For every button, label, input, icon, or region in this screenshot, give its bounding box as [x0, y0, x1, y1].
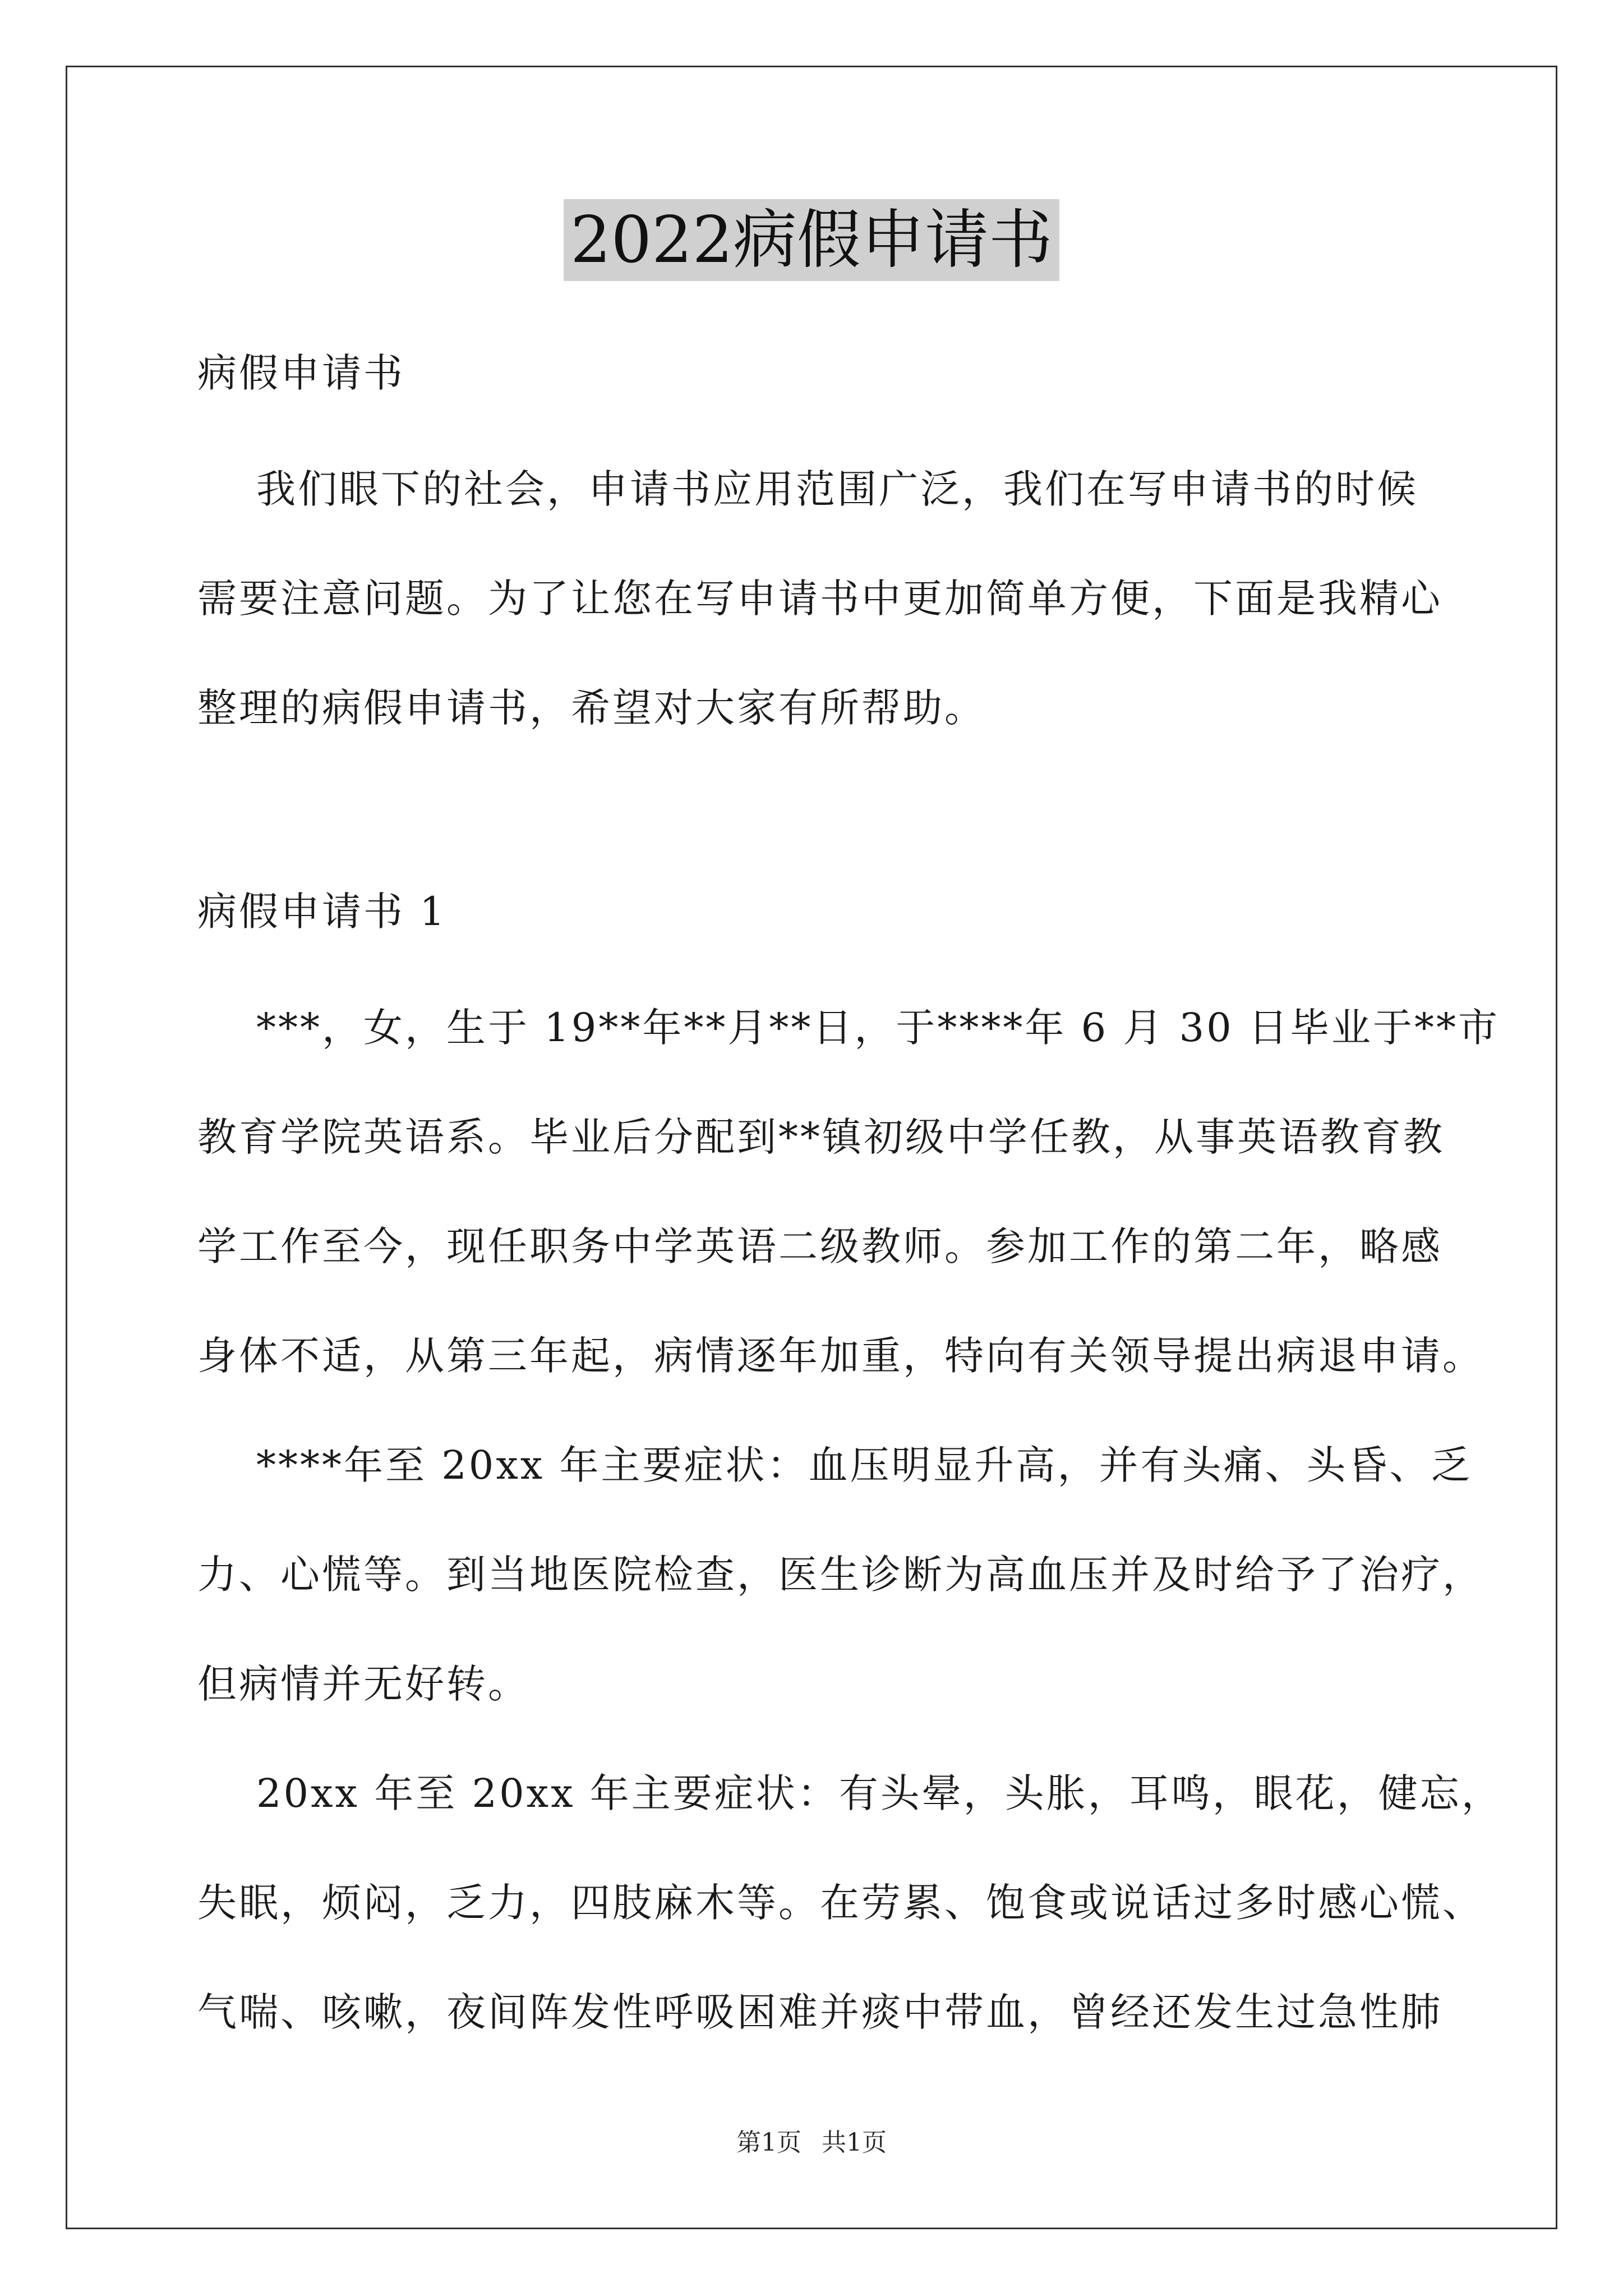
intro-line: 整理的病假申请书，希望对大家有所帮助。 [197, 685, 986, 731]
body-line: 但病情并无好转。 [197, 1661, 529, 1707]
intro-paragraph [197, 435, 1442, 763]
body-line: 身体不适，从第三年起，病情逐年加重，特向有关领导提出病退申请。 [197, 1333, 1484, 1379]
intro-line: 需要注意问题。为了让您在写申请书中更加简单方便，下面是我精心 [197, 576, 1442, 622]
intro-line: 我们眼下的社会，申请书应用范围广泛，我们在写申请书的时候 [197, 466, 1419, 512]
body-line: 气喘、咳嗽，夜间阵发性呼吸困难并痰中带血，曾经还发生过急性肺 [197, 1989, 1442, 2035]
body-line: 教育学院英语系。毕业后分配到**镇初级中学任教，从事英语教育教 [197, 1114, 1445, 1160]
page-total: 共1页 [822, 2128, 887, 2157]
document-title: 2022病假申请书 [564, 199, 1059, 281]
section1-heading: 病假申请书 1 [197, 889, 447, 935]
body-line: 20xx 年至 20xx 年主要症状：有头晕，头胀，耳鸣，眼花，健忘， [197, 1770, 1503, 1816]
section1-body [197, 973, 1503, 2067]
body-line: 学工作至今，现任职务中学英语二级教师。参加工作的第二年，略感 [197, 1223, 1442, 1269]
body-line: 失眠，烦闷，乏力，四肢麻木等。在劳累、饱食或说话过多时感心慌、 [197, 1880, 1484, 1926]
body-line: ****年至 20xx 年主要症状：血压明显升高，并有头痛、头昏、乏 [197, 1442, 1473, 1488]
page-footer [0, 2126, 1623, 2160]
page-number: 第1页 [736, 2128, 801, 2157]
body-line: ***，女，生于 19**年**月**日，于****年 6 月 30 日毕业于**市 [197, 1005, 1500, 1051]
body-line: 力、心慌等。到当地医院检查，医生诊断为高血压并及时给予了治疗， [197, 1552, 1484, 1598]
intro-heading: 病假申请书 [197, 350, 405, 396]
title-area [0, 199, 1623, 281]
